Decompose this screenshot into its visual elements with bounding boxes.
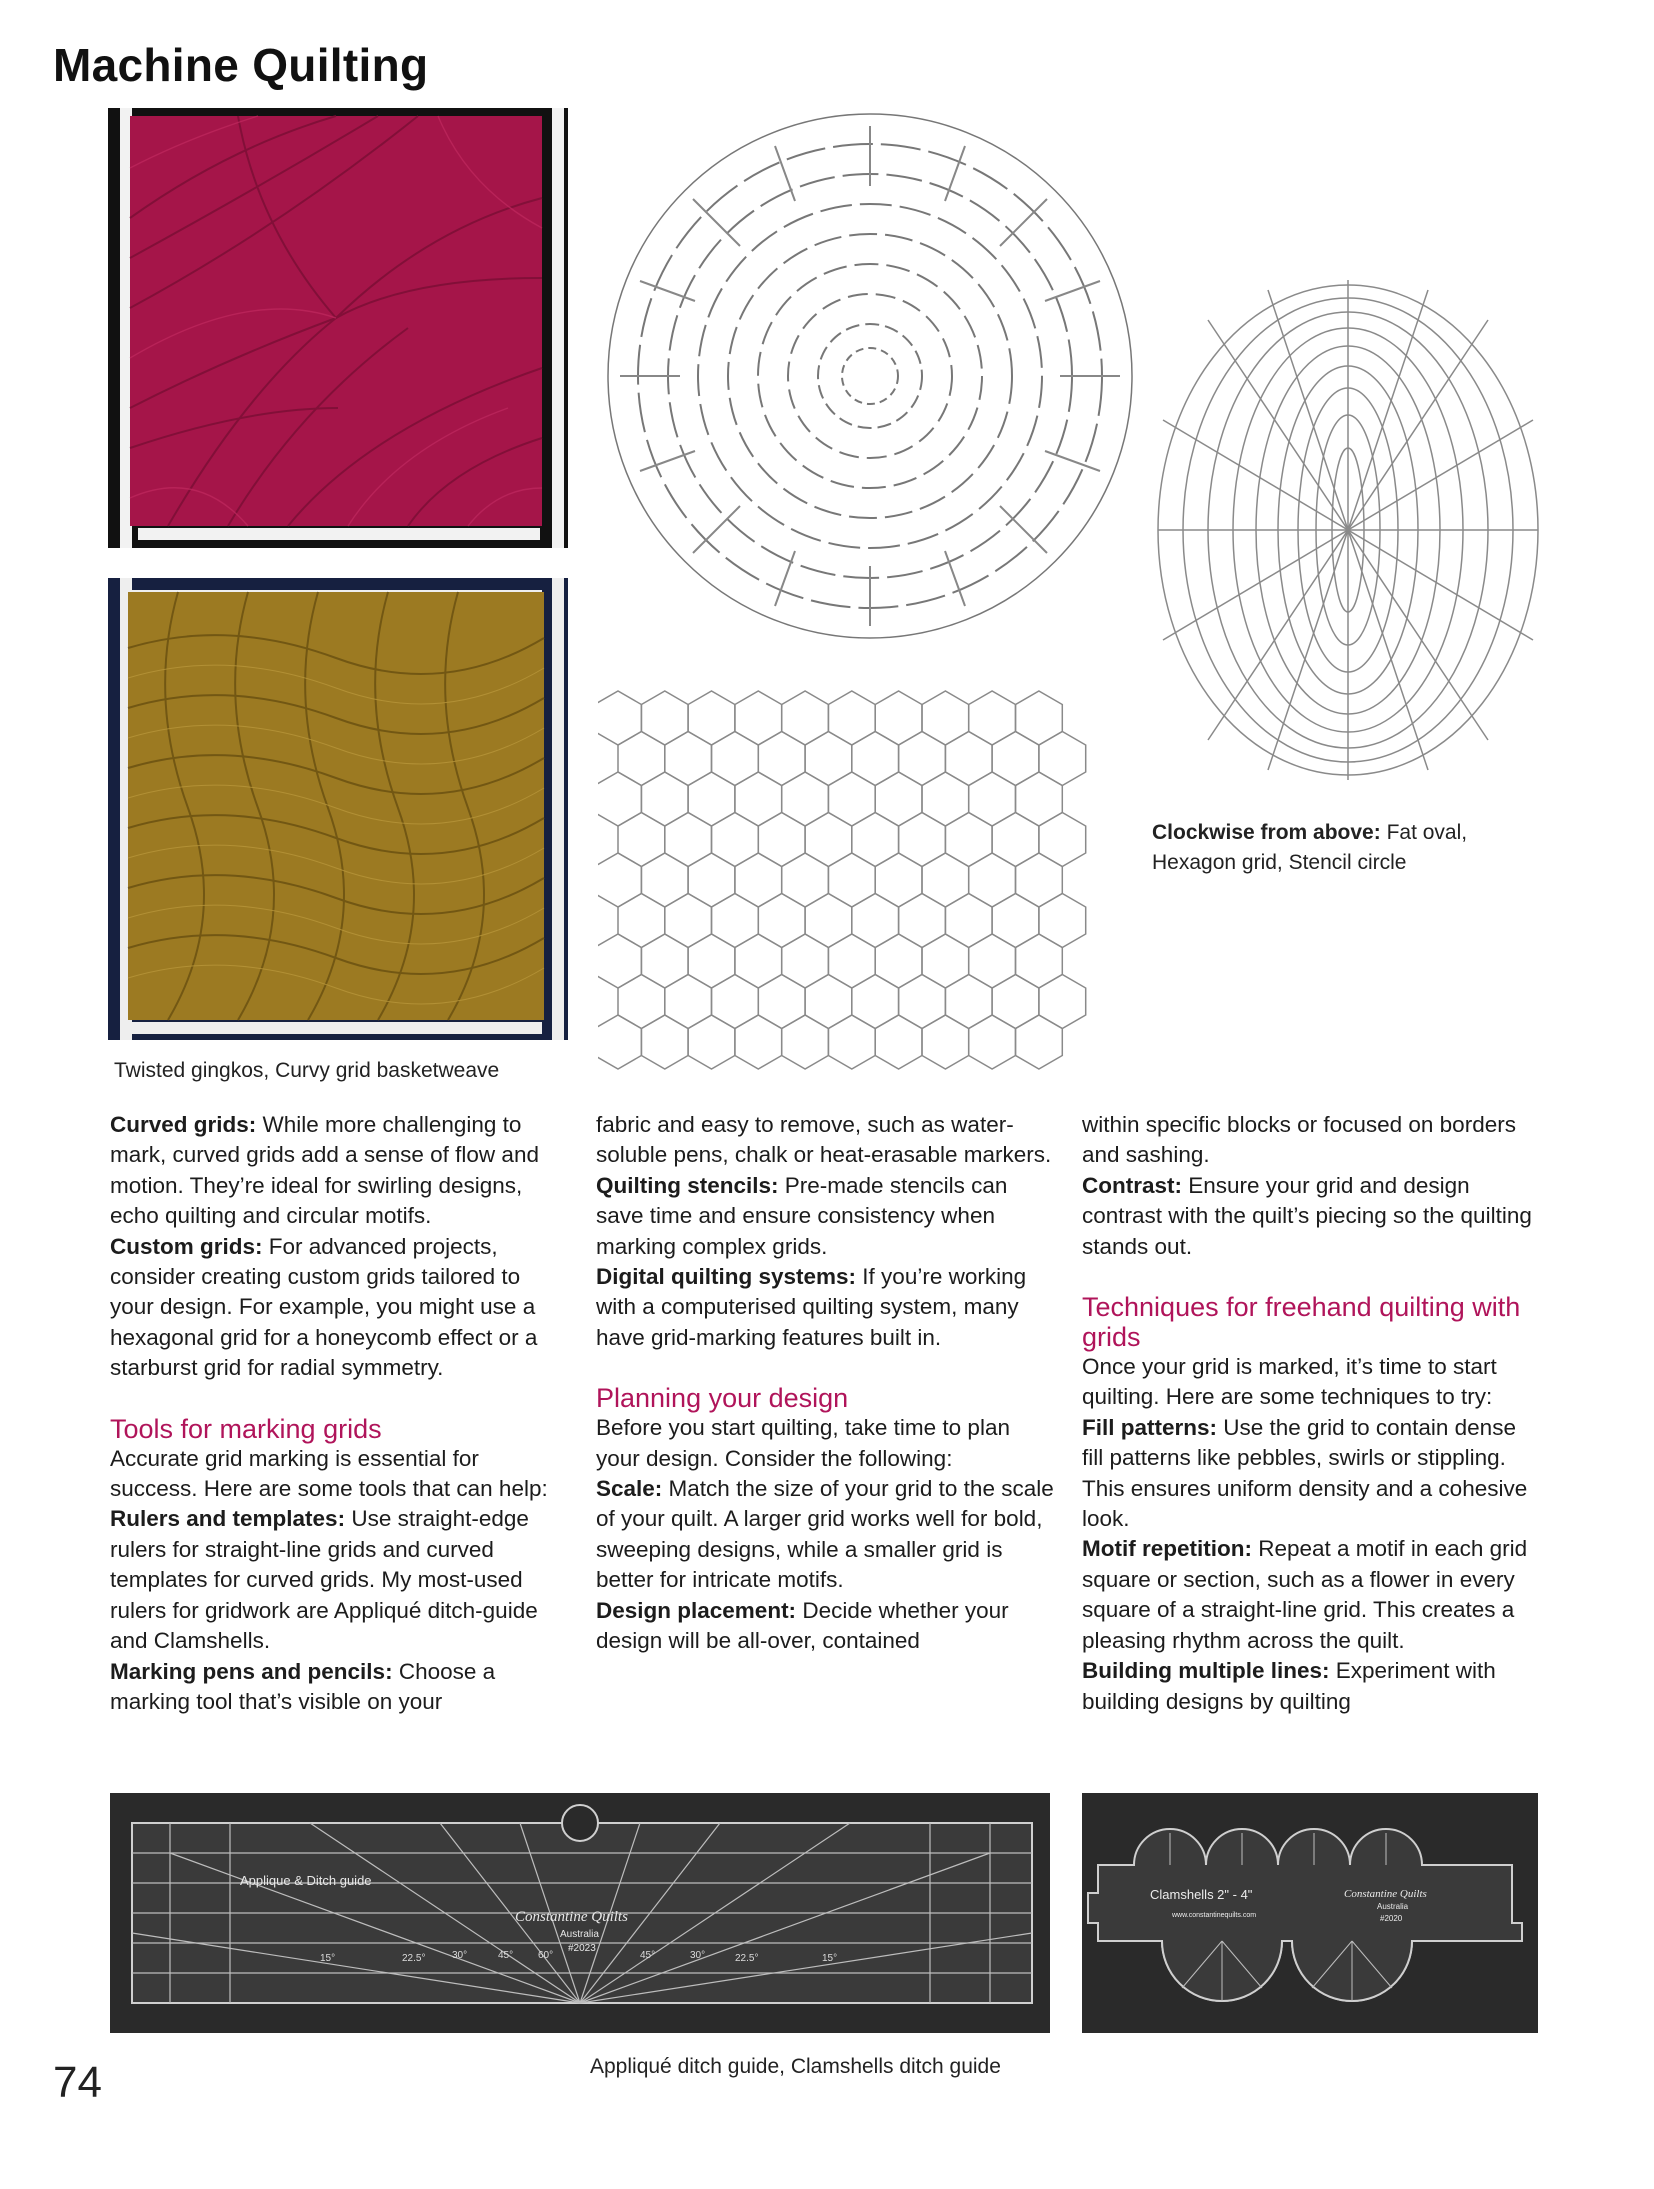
hexagon-cell xyxy=(598,691,641,745)
angle-label: 45° xyxy=(640,1950,656,1961)
design-placement-text: Decide whether your design will be all-over, contained xyxy=(596,1597,1009,1654)
clamshell-ruler-brand: Constantine Quilts xyxy=(1344,1888,1427,1900)
applique-ruler-code: #2023 xyxy=(568,1943,596,1954)
applique-ruler-image xyxy=(110,1793,1050,2033)
hexagon-cell xyxy=(992,732,1039,786)
hexagon-cell xyxy=(1016,934,1063,988)
term-fill-patterns: Fill patterns: xyxy=(1082,1414,1218,1440)
hexagon-cell xyxy=(688,691,735,745)
term-motif-repetition: Motif repetition: xyxy=(1082,1536,1252,1562)
hexagon-cell xyxy=(735,772,782,826)
clamshell-ruler-region: Australia xyxy=(1377,1902,1409,1911)
hexagon-cell xyxy=(618,732,665,786)
text-column-2 xyxy=(596,1110,1056,1657)
fill-patterns-text: Use the grid to contain dense fill patterns like pebbles, swirls or stippling. This ensures uniform density and a cohesive look. xyxy=(1082,1414,1528,1532)
rulers-text: Use straight-edge rulers for straight-line grids and curved templates for curved grids. My most-used rulers for gridwork are Appliqué ditch-guide and Clamshells. xyxy=(110,1506,538,1654)
hexagon-cell xyxy=(758,813,805,867)
gingko-quilt-image xyxy=(108,108,568,548)
hexagon-cell xyxy=(992,813,1039,867)
hexagon-cell xyxy=(805,813,852,867)
basketweave-quilt-image xyxy=(108,578,568,1040)
hexagon-cell xyxy=(735,853,782,907)
right-caption-lead: Clockwise from above: xyxy=(1152,821,1381,844)
applique-ruler-label: Applique & Ditch guide xyxy=(240,1873,372,1888)
hexagon-grid-image xyxy=(598,688,1138,1088)
paragraph-contrast xyxy=(1082,1171,1542,1262)
hexagon-cell xyxy=(712,975,759,1029)
hexagon-cell xyxy=(735,1015,782,1069)
hexagon-cell xyxy=(1016,853,1063,907)
quilting-stencils-text: Pre-made stencils can save time and ensure consistency when marking complex grids. xyxy=(596,1172,1008,1259)
hexagon-cell xyxy=(782,853,829,907)
hexagon-cell xyxy=(922,934,969,988)
hexagon-cell xyxy=(945,894,992,948)
paragraph-fill-patterns xyxy=(1082,1413,1542,1535)
paragraph-planning-intro: Before you start quilting, take time to plan your design. Consider the following: xyxy=(596,1415,1010,1471)
hexagon-cell xyxy=(598,1015,641,1069)
angle-label: 22.5° xyxy=(735,1953,759,1964)
heading-tools-for-marking-grids: Tools for marking grids xyxy=(110,1413,382,1444)
term-rulers: Rulers and templates: xyxy=(110,1506,346,1532)
term-digital-systems: Digital quilting systems: xyxy=(596,1264,857,1290)
term-building-lines: Building multiple lines: xyxy=(1082,1658,1330,1684)
hexagon-cell xyxy=(969,691,1016,745)
hexagon-cell xyxy=(899,975,946,1029)
hexagon-cell xyxy=(735,691,782,745)
fat-oval-figure xyxy=(1148,280,1548,800)
hexagon-cell xyxy=(598,853,641,907)
hexagon-cell xyxy=(922,772,969,826)
hexagon-cell xyxy=(1016,1015,1063,1069)
applique-ruler-region: Australia xyxy=(560,1929,599,1940)
custom-grids-text: For advanced projects, consider creating custom grids tailored to your design. For example, you might use a hexagonal grid for a honeycomb effect or a starburst grid for radial symmetry. xyxy=(110,1233,538,1381)
hexagon-cell xyxy=(969,1015,1016,1069)
scale-text: Match the size of your grid to the scale of your quilt. A larger grid works well for bold, sweeping designs, while a smaller grid is better for intricate motifs. xyxy=(596,1476,1054,1593)
hexagon-cell xyxy=(875,772,922,826)
hexagon-cell xyxy=(1039,813,1086,867)
hexagon-cell xyxy=(852,975,899,1029)
hexagon-cell xyxy=(735,934,782,988)
page-number: 74 xyxy=(53,2058,102,2107)
right-photo-caption xyxy=(1152,818,1532,878)
hexagon-cell xyxy=(945,975,992,1029)
hexagon-cell xyxy=(1039,975,1086,1029)
heading-planning-your-design: Planning your design xyxy=(596,1383,849,1414)
hexagon-cell xyxy=(969,772,1016,826)
hexagon-cell xyxy=(688,934,735,988)
hexagon-cell xyxy=(782,934,829,988)
paragraph-digital-systems xyxy=(596,1262,1056,1353)
stencil-circle-image xyxy=(600,106,1140,646)
applique-ruler-brand: Constantine Quilts xyxy=(515,1909,628,1925)
clamshell-ruler-url: www.constantinequilts.com xyxy=(1172,1912,1257,1919)
text-column-3 xyxy=(1082,1110,1542,1717)
paragraph-quilting-stencils xyxy=(596,1171,1056,1262)
paragraph-marking-pens xyxy=(110,1657,570,1718)
hexagon-cell xyxy=(899,894,946,948)
hexagon-cell xyxy=(758,894,805,948)
fat-oval-image xyxy=(1148,280,1548,800)
hexagon-cell xyxy=(922,691,969,745)
bottom-photo-caption: Appliqué ditch guide, Clamshells ditch guide xyxy=(590,2055,1001,2078)
hexagon-cell xyxy=(1039,732,1086,786)
heading-techniques-freehand: Techniques for freehand quilting with grids xyxy=(1082,1292,1521,1353)
hexagon-cell xyxy=(992,894,1039,948)
paragraph-building-lines xyxy=(1082,1656,1542,1717)
angle-label: 15° xyxy=(320,1953,336,1964)
clamshell-ruler-image xyxy=(1082,1793,1538,2033)
hexagon-cell xyxy=(805,894,852,948)
clamshells-ditch-guide-photo xyxy=(1082,1793,1538,2033)
clamshell-ruler-label: Clamshells 2" - 4" xyxy=(1150,1887,1253,1902)
paragraph-design-placement xyxy=(596,1596,1056,1657)
hexagon-cell xyxy=(852,894,899,948)
hexagon-grid-figure xyxy=(598,688,1138,1088)
contrast-text: Ensure your grid and design contrast with the quilt’s piecing so the quilting stands out. xyxy=(1082,1172,1532,1259)
hexagon-cell xyxy=(852,732,899,786)
hexagon-cell xyxy=(665,894,712,948)
hexagon-cell xyxy=(665,813,712,867)
hexagon-cell xyxy=(922,853,969,907)
hexagon-cell xyxy=(992,975,1039,1029)
paragraph-custom-grids xyxy=(110,1232,570,1384)
hexagon-cell xyxy=(641,1015,688,1069)
angle-label: 60° xyxy=(538,1950,554,1961)
hexagon-cell xyxy=(598,934,641,988)
hexagon-cell xyxy=(618,894,665,948)
angle-label: 30° xyxy=(452,1950,468,1961)
paragraph-scale xyxy=(596,1474,1056,1596)
angle-label: 22.5° xyxy=(402,1953,426,1964)
right-caption-text: Fat oval, Hexagon grid, Stencil circle xyxy=(1152,821,1468,874)
term-contrast: Contrast: xyxy=(1082,1172,1182,1198)
hexagon-cell xyxy=(875,691,922,745)
hexagon-cell xyxy=(712,894,759,948)
hexagon-cell xyxy=(875,853,922,907)
paragraph-rulers xyxy=(110,1504,570,1656)
hexagon-cell xyxy=(688,853,735,907)
paragraph-curved-grids xyxy=(110,1110,570,1232)
paragraph-techniques-intro: Once your grid is marked, it’s time to start quilting. Here are some techniques to try: xyxy=(1082,1354,1497,1410)
hexagon-cell xyxy=(782,1015,829,1069)
text-column-1 xyxy=(110,1110,570,1717)
hexagon-cell xyxy=(899,732,946,786)
hexagon-cell xyxy=(665,975,712,1029)
building-lines-text: Experiment with building designs by quilting xyxy=(1082,1658,1496,1714)
hexagon-cell xyxy=(899,813,946,867)
hexagon-cell xyxy=(758,975,805,1029)
hexagon-cell xyxy=(875,1015,922,1069)
angle-label: 30° xyxy=(690,1950,706,1961)
hexagon-cell xyxy=(688,1015,735,1069)
hexagon-cell xyxy=(828,1015,875,1069)
term-marking-pens: Marking pens and pencils: xyxy=(110,1658,393,1684)
hexagon-cell xyxy=(1016,691,1063,745)
term-scale: Scale: xyxy=(596,1476,663,1502)
hexagon-cell xyxy=(641,934,688,988)
hexagon-cell xyxy=(969,934,1016,988)
motif-repetition-text: Repeat a motif in each grid square or section, such as a flower in every square of a straight-line grid. This creates a pleasing rhythm across the quilt. xyxy=(1082,1536,1528,1653)
basketweave-quilt-photo xyxy=(108,578,568,1040)
hexagon-cell xyxy=(641,853,688,907)
hexagon-cell xyxy=(805,732,852,786)
paragraph-motif-repetition xyxy=(1082,1534,1542,1656)
digital-systems-text: If you’re working with a computerised quilting system, many have grid-marking features built in. xyxy=(596,1264,1027,1350)
hexagon-cell xyxy=(1039,894,1086,948)
hexagon-cell xyxy=(758,732,805,786)
stencil-circle-figure xyxy=(600,106,1140,646)
term-curved-grids: Curved grids: xyxy=(110,1112,257,1137)
hexagon-cell xyxy=(712,732,759,786)
hexagon-cell xyxy=(969,853,1016,907)
left-photo-caption: Twisted gingkos, Curvy grid basketweave xyxy=(114,1059,500,1082)
hexagon-cell xyxy=(875,934,922,988)
paragraph-marking-pens-cont: fabric and easy to remove, such as water-soluble pens, chalk or heat-erasable markers. xyxy=(596,1112,1052,1168)
hexagon-cell xyxy=(945,813,992,867)
hexagon-cell xyxy=(665,732,712,786)
paragraph-placement-cont: within specific blocks or focused on borders and sashing. xyxy=(1082,1112,1516,1168)
hexagon-cell xyxy=(688,772,735,826)
hexagon-cell xyxy=(852,813,899,867)
hexagon-cell xyxy=(1016,772,1063,826)
hexagon-cell xyxy=(618,975,665,1029)
applique-ditch-guide-photo xyxy=(110,1793,1050,2033)
hexagon-cell xyxy=(782,772,829,826)
hexagon-cell xyxy=(922,1015,969,1069)
term-quilting-stencils: Quilting stencils: xyxy=(596,1172,779,1198)
hexagon-cell xyxy=(598,772,641,826)
hexagon-cell xyxy=(828,934,875,988)
marking-pens-text: Choose a marking tool that’s visible on your xyxy=(110,1658,496,1714)
hexagon-cell xyxy=(641,691,688,745)
hexagon-cell xyxy=(828,853,875,907)
gingko-quilt-photo xyxy=(108,108,568,548)
hexagon-cell xyxy=(828,772,875,826)
angle-label: 15° xyxy=(822,1953,838,1964)
paragraph-tools-intro: Accurate grid marking is essential for success. Here are some tools that can help: xyxy=(110,1445,548,1502)
hexagon-cell xyxy=(945,732,992,786)
angle-label: 45° xyxy=(498,1950,514,1961)
term-design-placement: Design placement: xyxy=(596,1597,797,1623)
term-custom-grids: Custom grids: xyxy=(110,1233,263,1259)
hexagon-cell xyxy=(641,772,688,826)
hexagon-cell xyxy=(712,813,759,867)
curved-grids-text: While more challenging to mark, curved grids add a sense of flow and motion. They’re ideal for swirling designs, echo quilting and circular motifs. xyxy=(110,1112,539,1229)
clamshell-ruler-code: #2020 xyxy=(1380,1914,1403,1923)
page-title: Machine Quilting xyxy=(53,39,429,91)
hexagon-cell xyxy=(828,691,875,745)
hexagon-cell xyxy=(805,975,852,1029)
hexagon-cell xyxy=(782,691,829,745)
hexagon-cell xyxy=(618,813,665,867)
